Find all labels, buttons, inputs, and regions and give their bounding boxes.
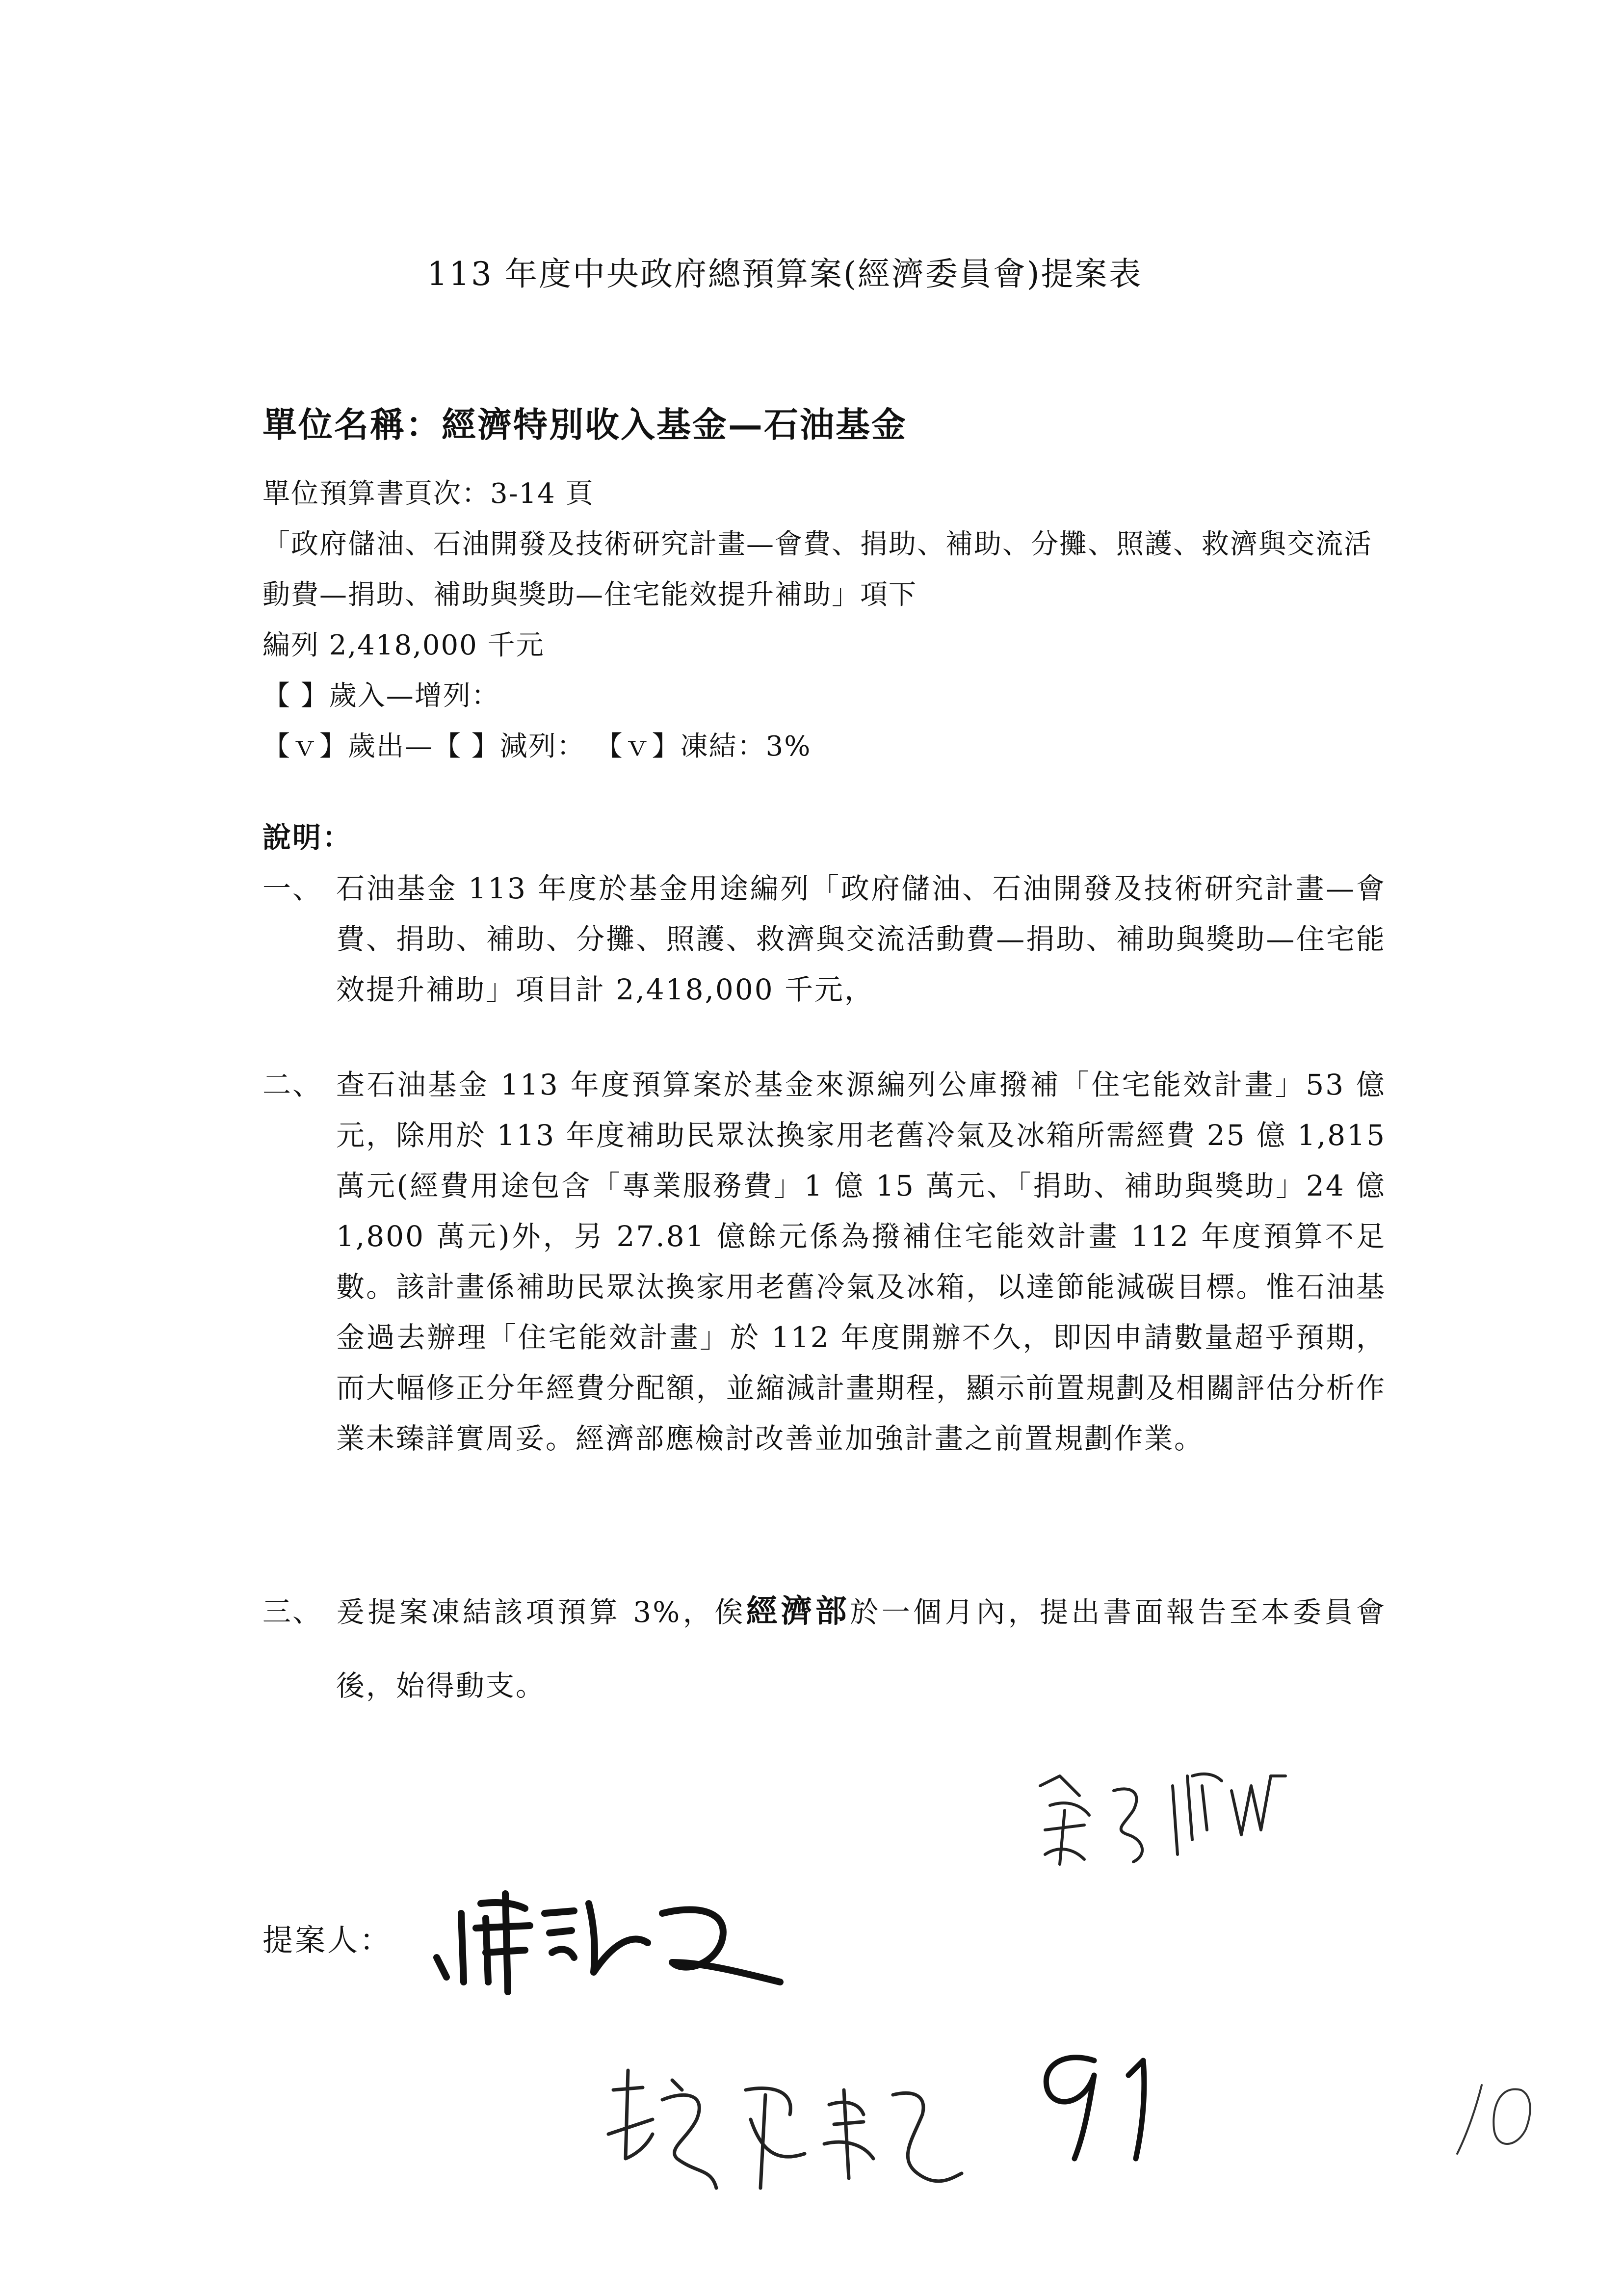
unit-name: 單位名稱：經濟特別收入基金—石油基金 bbox=[262, 404, 907, 445]
item-text-part: 於一個月內，提出書面報告至本委員會後，始得動支。 bbox=[336, 1595, 1387, 1702]
explanation-item-3 bbox=[262, 1575, 1386, 1722]
item-text-part: 爰提案凍結該項預算 3%，俟 bbox=[336, 1595, 746, 1629]
budget-item-name: 「政府儲油、石油開發及技術研究計畫—會費、捐助、補助、分攤、照護、救濟與交流活動費—捐助、補助與獎助—住宅能效提升補助」項下 bbox=[262, 528, 1372, 611]
ministry-name: 經濟部 bbox=[746, 1593, 850, 1630]
proposer-label: 提案人： bbox=[262, 1922, 393, 1958]
budget-amount: 編列 2,418,000 千元 bbox=[262, 629, 545, 661]
handwritten-page-mark bbox=[1447, 2075, 1541, 2159]
explanation-item-1 bbox=[262, 863, 1386, 1015]
cosigner-signature-bottom bbox=[599, 2061, 971, 2208]
handwritten-number bbox=[1021, 2041, 1197, 2168]
expense-line: 【ｖ】歲出—【 】減列： 【ｖ】凍結：3% bbox=[262, 731, 812, 762]
explanation-heading: 說明： bbox=[262, 821, 353, 854]
budget-meta bbox=[262, 469, 1391, 772]
page-title: 113 年度中央政府總預算案(經濟委員會)提案表 bbox=[427, 255, 1143, 293]
item-text: 查石油基金 113 年度預算案於基金來源編列公庫撥補「住宅能效計畫」53 億元，除用於 113 年度補助民眾汰換家用老舊冷氣及冰箱所需經費 25 億 1,815 萬元(經費用途包含「專業服務費」1 億 15 萬元、「捐助、補助與獎助」24 億 1,800 萬元)外，另 27.81 億餘元係為撥補住宅能效計畫 112 年度預算不足數。該計畫係補助民眾汰換家用老舊冷氣及冰箱，以達節能減碳目標。惟石油基金過去辦理「住宅能效計畫」於 112 年度開辦不久，即因申請數量超乎預期，而大幅修正分年經費分配額，並縮減計畫期程，顯示前置規劃及相關評估分析作業未臻詳實周妥。經濟部應檢討改善並加強計畫之前置規劃作業。 bbox=[336, 1068, 1386, 1455]
cosigner-signature-top bbox=[1030, 1756, 1295, 1874]
revenue-line: 【 】歲入—增列： bbox=[262, 680, 500, 712]
budget-page-ref: 單位預算書頁次：3-14 頁 bbox=[262, 478, 594, 510]
item-number: 二、 bbox=[262, 1068, 323, 1101]
item-text: 石油基金 113 年度於基金用途編列「政府儲油、石油開發及技術研究計畫—會費、捐助、補助、分攤、照護、救濟與交流活動費—捐助、補助與獎助—住宅能效提升補助」項目計 2,418,000 千元， bbox=[336, 872, 1386, 1006]
item-number: 三、 bbox=[262, 1595, 323, 1628]
proposer-signature bbox=[427, 1884, 810, 2002]
explanation-item-2 bbox=[262, 1060, 1386, 1464]
item-number: 一、 bbox=[262, 872, 323, 905]
item-text bbox=[262, 1575, 1386, 1722]
